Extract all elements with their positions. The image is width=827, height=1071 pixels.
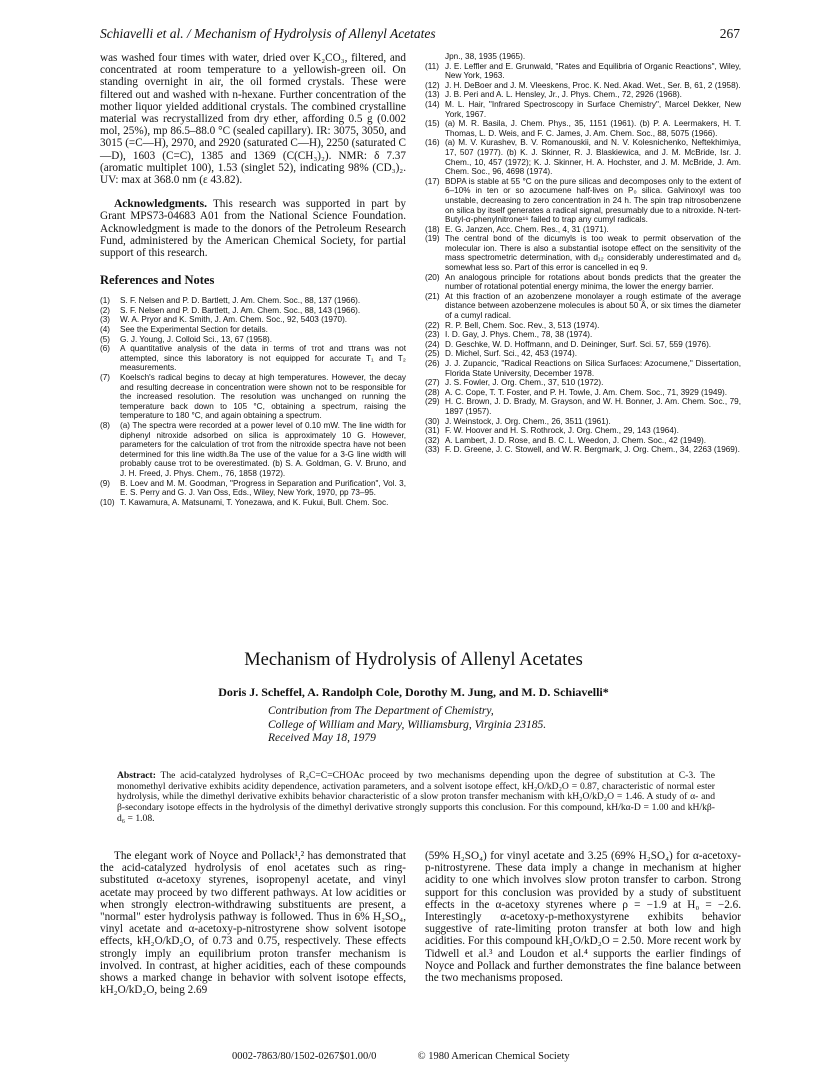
right-top-column: [425, 52, 741, 455]
footer-copyright: © 1980 American Chemical Society: [417, 1051, 570, 1062]
reference-number: (23): [425, 330, 440, 340]
reference-item: [425, 359, 741, 378]
reference-text: M. L. Hair, "Infrared Spectroscopy in Surface Chemistry", Marcel Dekker, New York, 1967.: [445, 99, 741, 119]
reference-number: (15): [425, 119, 440, 129]
references-list-right: [425, 52, 741, 455]
experimental-paragraph: was washed four times with water, dried over K₂CO₃, filtered, and concentrated at room temperature to a yellowish-green oil. On standing overnight in air, the oil formed crystals. These were filtered out and washed with n-hexane. Further concentration of the mother liquor yielded additional crystals. The combined crystalline material was recrystallized from dry ether, affording 0.5 g (0.002 mol, 25%), mp 86.5–88.0 °C (sealed capillary). IR: 3075, 3050, and 3015 (=C—H), 2970, and 2920 (saturated C—H), 2250 (saturated C—D), 1603 (C=C), 1385 and 1369 (C(CH₃)₂). NMR: δ 7.37 (aromatic multiplet 100), 1.53 (singlet 52), indicating 98% (CD₃)₂. UV: max at 368.0 nm (ε 43.82).: [100, 52, 406, 187]
reference-text: T. Kawamura, A. Matsunami, T. Yonezawa, and K. Fukui, Bull. Chem. Soc.: [120, 497, 389, 507]
abstract-text: The acid-catalyzed hydrolyses of R₂C=C=CHOAc proceed by two mechanisms depending upon the degree of substitution at C-3. The monomethyl derivative exhibits acidity dependence, activation parameters, and a solvent isotope effect, kH₂O/kD₂O = 0.87, characteristic of normal ester hydrolysis, while the dimethyl derivative exhibits behavior characteristic of a slow proton transfer mechanism with kH₂O/kD₂O = 1.46. A study of α- and β-secondary isotope effects in the hydrolysis of the dimethyl derivative strongly supports this conclusion. For this compound, kH/kα-D = 1.00 and kH/kβ-d₆ = 1.08.: [117, 770, 715, 824]
reference-text: G. J. Young, J. Colloid Sci., 13, 67 (1958).: [120, 334, 273, 344]
reference-item: [425, 52, 741, 62]
reference-number: (19): [425, 234, 440, 244]
reference-item: [425, 388, 741, 398]
reference-number: (14): [425, 99, 440, 109]
reference-text: B. Loev and M. M. Goodman, "Progress in Separation and Purification", Vol. 3, E. S. Perry and G. J. Van Oss, Eds., Wiley, New York, 1970, pp 73–95.: [120, 478, 406, 498]
reference-text: J. S. Fowler, J. Org. Chem., 37, 510 (1972).: [445, 378, 604, 388]
reference-item: [425, 225, 741, 235]
reference-item: [425, 177, 741, 225]
reference-number: (4): [100, 325, 111, 335]
reference-number: (20): [425, 272, 440, 282]
reference-number: (11): [425, 61, 439, 71]
reference-text: A. C. Cope, T. T. Foster, and P. H. Towle, J. Am. Chem. Soc., 71, 3929 (1949).: [445, 387, 727, 397]
reference-item: [100, 296, 406, 306]
reference-text: J. H. DeBoer and J. M. Vleeskens, Proc. K. Ned. Akad. Wet., Ser. B, 61, 2 (1958).: [445, 80, 741, 90]
reference-number: (28): [425, 387, 440, 397]
intro-paragraph-left: The elegant work of Noyce and Pollack¹,² has demonstrated that the acid-catalyzed hydrolysis of enol acetates such as ring-substituted α-acetoxy styrenes, isopropenyl acetate, and vinyl acetate may proceed by two different pathways. At low acidities or when strongly electron-withdrawing substituents are present, a "normal" ester hydrolysis pathway is followed. Thus in 6% H₂SO₄, vinyl acetate and α-acetoxy-p-nitrostyrene show solvent isotope effects, kH₂O/kD₂O, of 0.73 and 0.75, respectively. These effects strongly imply an equilibrium proton transfer mechanism is involved. In contrast, at higher acidities, each of these compounds shows a marked change in behavior with solvent isotope effects, kH₂O/kD₂O, being 2.69: [100, 850, 406, 997]
left-top-column: [100, 52, 406, 507]
reference-number: (27): [425, 378, 440, 388]
reference-text: E. G. Janzen, Acc. Chem. Res., 4, 31 (1971).: [445, 224, 609, 234]
reference-number: (2): [100, 305, 111, 315]
running-title: Schiavelli et al. / Mechanism of Hydrolysis of Allenyl Acetates: [100, 26, 436, 41]
affiliation-line-1: Contribution from The Department of Chemistry,: [268, 705, 494, 717]
reference-number: (1): [100, 296, 111, 306]
reference-text: F. W. Hoover and H. S. Rothrock, J. Org. Chem., 29, 143 (1964).: [445, 426, 679, 436]
reference-item: [425, 90, 741, 100]
reference-item: [100, 344, 406, 373]
reference-text: I. D. Gay, J. Phys. Chem., 78, 38 (1974).: [445, 330, 593, 340]
reference-item: [425, 273, 741, 292]
reference-item: [100, 498, 406, 508]
reference-number: (29): [425, 397, 440, 407]
acknowledgments-text: This research was supported in part by Grant MPS73-04683 A01 from the National Science Foundation. Acknowledgment is made to the donors of the Petroleum Research Fund, administered by the American Chemical Society, for partial support of this research.: [100, 198, 406, 260]
reference-item: [425, 321, 741, 331]
affiliation-line-2: College of William and Mary, Williamsburg, Virginia 23185.: [268, 718, 547, 731]
reference-item: [100, 306, 406, 316]
reference-number: (31): [425, 426, 440, 436]
reference-text: H. C. Brown, J. D. Brady, M. Grayson, and W. H. Bonner, J. Am. Chem. Soc., 79, 1897 (1957).: [445, 397, 741, 416]
reference-item: [425, 378, 741, 388]
reference-text: D. Michel, Surf. Sci., 42, 453 (1974).: [445, 349, 577, 359]
reference-number: (26): [425, 359, 440, 368]
reference-item: [425, 292, 741, 321]
reference-text: At this fraction of an azobenzene monolayer a rough estimate of the average distance between azobenzene molecules is about 50 Å, or six times the diameter of a cumyl radical.: [445, 291, 741, 321]
reference-number: (9): [100, 478, 111, 488]
reference-item: [425, 445, 741, 455]
footer-code: 0002-7863/80/1502-0267$01.00/0: [232, 1051, 377, 1062]
reference-text: F. D. Greene, J. C. Stowell, and W. R. Bergmark, J. Org. Chem., 34, 2263 (1969).: [445, 445, 740, 455]
abstract-label: Abstract:: [117, 770, 156, 781]
page-footer: [232, 1051, 570, 1062]
reference-item: [425, 100, 741, 119]
references-list-left: [100, 296, 406, 507]
reference-number: (22): [425, 320, 440, 330]
reference-number: (3): [100, 315, 111, 325]
reference-number: (12): [425, 80, 440, 90]
reference-text: BDPA is stable at 55 °C on the pure silicas and decomposes only to the extent of 6–10% in ten or so azocumene half-lives on P₀ silica. Galvinoxyl was too unstable, decreasing to zero concentration in 24 h. The spin trap nitrosobenzene on silica by itself generates a radical signal, presumably due to a nitroxide. N-tert-Butyl-α-phenylnitrone¹⁶ failed to trap any cumyl radicals.: [445, 176, 741, 225]
reference-item: [100, 421, 406, 479]
reference-item: [425, 349, 741, 359]
affiliation-block: [268, 705, 546, 746]
reference-item: [425, 417, 741, 427]
reference-number: (25): [425, 349, 440, 359]
reference-item: [100, 335, 406, 345]
reference-text: S. F. Nelsen and P. D. Bartlett, J. Am. Chem. Soc., 88, 137 (1966).: [120, 296, 361, 306]
reference-text: An analogous principle for rotations about bonds predicts that the greater the number of rotational potential energy minima, the lower the energy barrier.: [445, 272, 741, 292]
reference-number: (8): [100, 420, 111, 430]
reference-item: [425, 234, 741, 272]
reference-text: W. A. Pryor and K. Smith, J. Am. Chem. Soc., 92, 5403 (1970).: [120, 315, 348, 325]
reference-item: [425, 81, 741, 91]
reference-item: [100, 479, 406, 498]
reference-item: [425, 119, 741, 138]
reference-text: R. P. Bell, Chem. Soc. Rev., 3, 513 (1974).: [445, 320, 600, 330]
abstract: [117, 771, 715, 825]
reference-item: [100, 373, 406, 421]
reference-number: (18): [425, 224, 440, 234]
reference-number: (16): [425, 138, 440, 148]
reference-number: (21): [425, 291, 440, 301]
reference-item: [100, 315, 406, 325]
reference-item: [425, 397, 741, 416]
reference-text: J. Weinstock, J. Org. Chem., 26, 3511 (1961).: [445, 416, 611, 426]
acknowledgments-paragraph: [100, 198, 406, 259]
reference-text: See the Experimental Section for details.: [120, 325, 268, 335]
reference-text: The central bond of the dicumyls is too weak to permit observation of the molecular ion. There is also a substantial isotope effect on the sensitivity of the mass spectrometric determination, with d₁₂ considerably underestimated and d₆ somewhat less so. Part of this error is cancelled in eq 9.: [445, 234, 741, 273]
reference-text: D. Geschke, W. D. Hoffmann, and D. Deininger, Surf. Sci. 57, 559 (1976).: [445, 339, 712, 349]
reference-number: (10): [100, 497, 115, 507]
reference-number: (17): [425, 176, 440, 186]
reference-number: (6): [100, 344, 111, 354]
reference-text: J. B. Peri and A. L. Hensley, Jr., J. Phys. Chem., 72, 2926 (1968).: [445, 90, 682, 100]
reference-text: J. J. Zupancic, "Radical Reactions on Silica Surfaces: Azocumene," Dissertation, Florida State University, December 1978.: [445, 359, 741, 378]
intro-paragraph-right: (59% H₂SO₄) for vinyl acetate and 3.25 (69% H₂SO₄) for α-acetoxy-p-nitrostyrene. These data imply a change in mechanism at higher acidity to one which involves slow proton transfer to carbon. Strong support for this conclusion was provided by a study of substituent effects in the α-acetoxy styrenes where ρ = −1.9 at H₀ = −2.6. Interestingly α-acetoxy-p-methoxystyrene exhibits behavior suggestive of rate-limiting proton transfer at both low and high acidities. For this compound kH₂O/kD₂O = 2.50. More recent work by Tidwell et al.³ and Loudon et al.⁴ supports the earlier findings of Noyce and Pollack and further demonstrates the fine balance between the two mechanisms proposed.: [425, 850, 741, 985]
reference-number: (13): [425, 90, 440, 100]
reference-item: [100, 325, 406, 335]
reference-number: (5): [100, 334, 111, 344]
reference-text: (a) M. R. Basila, J. Chem. Phys., 35, 1151 (1961). (b) P. A. Leermakers, H. T. Thomas, L. D. Weis, and F. C. James, J. Am. Chem. Soc., 88, 5075 (1966).: [445, 119, 741, 138]
reference-item: [425, 62, 741, 81]
reference-number: (32): [425, 435, 440, 445]
reference-text: (a) The spectra were recorded at a power level of 0.10 mW. The line width for diphenyl nitroxide adsorbed on silica is approximately 10 G. However, parameters for the calculation of τrot from the nitroxide spectra have not been determined for this line width.8a The use of the value for a 3-G line width will probably cause τrot to be overestimated. (b) S. A. Goldman, G. V. Bruno, and J. H. Freed, J. Phys. Chem., 76, 1858 (1972).: [120, 420, 406, 478]
intro-left-column: [100, 850, 406, 996]
reference-item: [425, 426, 741, 436]
reference-item: [425, 138, 741, 176]
reference-number: (30): [425, 416, 440, 426]
references-heading: References and Notes: [100, 273, 215, 288]
reference-number: (7): [100, 373, 111, 382]
reference-number: (33): [425, 445, 440, 455]
article-authors: Doris J. Scheffel, A. Randolph Cole, Dorothy M. Jung, and M. D. Schiavelli*: [218, 685, 609, 699]
reference-text: J. E. Leffler and E. Grunwald, "Rates and Equilibria of Organic Reactions", Wiley, New York, 1963.: [445, 61, 741, 81]
reference-text: Koelsch's radical begins to decay at high temperatures. However, the decay and resulting decrease in concentration were shown not to be responsible for the increased resolution. The resolution was unchanged on running the temperature back down to 105 °C, obtaining a spectrum, raising the temperature to 180 °C, and again obtaining a spectrum.: [120, 373, 406, 421]
reference-text: Jpn., 38, 1935 (1965).: [445, 52, 526, 61]
reference-item: [425, 436, 741, 446]
reference-text: A. Lambert, J. D. Rose, and B. C. L. Weedon, J. Chem. Soc., 42 (1949).: [445, 435, 707, 445]
received-date: Received May 18, 1979: [268, 732, 376, 744]
reference-item: [425, 330, 741, 340]
acknowledgments-label: Acknowledgments.: [114, 198, 207, 211]
reference-number: (24): [425, 339, 440, 349]
article-title: Mechanism of Hydrolysis of Allenyl Acetates: [244, 650, 583, 670]
reference-text: (a) M. V. Kurashev, B. V. Romanouskii, and N. V. Kolesnichenko, Neftekhimiya, 17, 507 (1977). (b) K. J. Skinner, R. J. Blaskiewica, and J. M. McBride, Isr. J. Chem., 10, 457 (1972); K. J. Skinner, H. A. Hochster, and J. M. McBride, J. Am. Chem. Soc., 96, 4698 (1974).: [445, 138, 741, 177]
page-number: 267: [719, 26, 740, 41]
reference-text: S. F. Nelsen and P. D. Bartlett, J. Am. Chem. Soc., 88, 143 (1966).: [120, 305, 361, 315]
reference-item: [425, 340, 741, 350]
running-header: [100, 26, 740, 42]
reference-text: A quantitative analysis of the data in terms of τrot and τtrans was not attempted, since this laboratory is not equipped for accurate T₁ and T₂ measurements.: [120, 344, 406, 373]
intro-right-column: [425, 850, 741, 984]
